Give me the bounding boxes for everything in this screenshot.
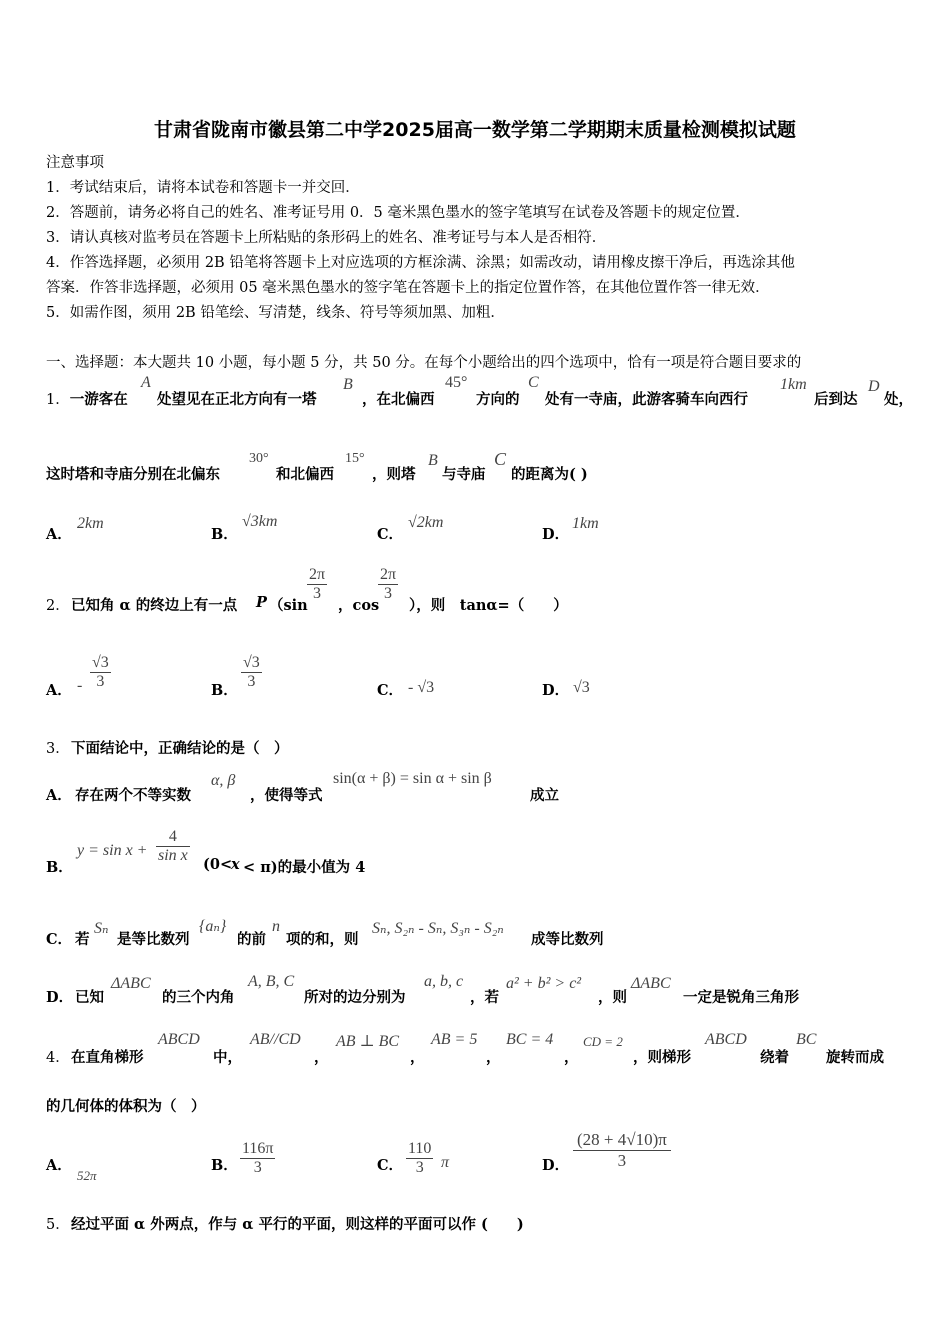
q1-text: ，在北偏西 (362, 391, 435, 408)
q4-text: 在直角梯形 (71, 1049, 144, 1066)
q4-option-b-label[interactable]: B． (211, 1157, 238, 1174)
q1-point-a: A (141, 374, 151, 391)
q2-option-d-value: √3 (573, 679, 590, 696)
q1-option-d-label[interactable]: D． (542, 526, 570, 543)
q3-option-c-math: {aₙ} (199, 918, 227, 935)
question-number: 2． (46, 598, 70, 614)
q3-option-b-text: < π)的最小值为 4 (243, 859, 366, 876)
fraction-denominator: 3 (378, 584, 398, 603)
q4-math: ABCD (158, 1031, 200, 1048)
q1-point-c: C (528, 374, 539, 391)
q2-option-a-label[interactable]: A． (46, 682, 72, 699)
q2-option-c-value: - √3 (408, 679, 435, 696)
q4-option-d-fraction (573, 1130, 671, 1171)
question-number: 1． (46, 392, 70, 408)
q2-text: ，cos (338, 597, 380, 614)
q3-option-c-text: 若 (75, 931, 90, 948)
q3-option-d-math: a, b, c (424, 973, 464, 990)
q1-option-a-value: 2km (77, 515, 104, 532)
q3-option-b-x: x (231, 856, 240, 873)
fraction-denominator: 3 (240, 1158, 275, 1177)
question-number: 5． (46, 1217, 70, 1233)
q3-option-a-text: 存在两个不等实数 (75, 787, 191, 804)
q4-text: ，则梯形 (633, 1049, 691, 1066)
q2-point-p: P (256, 594, 267, 611)
q1-option-c-label[interactable]: C． (377, 526, 404, 543)
q3-option-d-text: ，若 (470, 989, 499, 1006)
q3-option-d-math: ΔABC (631, 975, 671, 992)
q3-option-c-math: n (272, 918, 280, 935)
q1-text: ，则塔 (372, 466, 416, 483)
question-number: 3． (46, 741, 70, 757)
q4-text: 中， (213, 1049, 242, 1066)
q4-option-d-label[interactable]: D． (542, 1157, 570, 1174)
fraction-denominator: 3 (90, 672, 111, 691)
q1-option-d-value: 1km (572, 515, 599, 532)
notice-item: 3．请认真核对监考员在答题卡上所粘贴的条形码上的姓名、准考证号与本人是否相符． (46, 230, 607, 246)
q3-option-d-text: ，则 (598, 989, 627, 1006)
fraction-numerator: √3 (243, 654, 260, 671)
fraction-numerator: 116π (242, 1140, 274, 1157)
section-heading: 一、选择题：本大题共 10 小题，每小题 5 分，共 50 分。在每个小题给出的四个选项中，恰有一项是符合题目要求的 (46, 355, 802, 371)
q1-text: 方向的 (476, 391, 520, 408)
q4-option-a-label[interactable]: A． (46, 1157, 72, 1174)
notice-heading: 注意事项 (46, 155, 104, 171)
q1-text: 后到达 (814, 391, 858, 408)
notice-item: 4．作答选择题，必须用 2B 铅笔将答题卡上对应选项的方框涂满、涂黑；如需改动，请用橡皮擦干净后，再选涂其他 (46, 255, 795, 271)
q3-option-d-math: A, B, C (248, 973, 295, 990)
notice-item: 答案．作答非选择题，必须用 05 毫米黑色墨水的签字笔在答题卡上的指定位置作答，在其他位置作答一律无效． (46, 280, 770, 296)
q4-comma: ， (314, 1049, 329, 1066)
q1-distance: 1km (780, 376, 807, 393)
q4-math: AB = 5 (431, 1031, 478, 1048)
q2-option-b-fraction (241, 654, 262, 691)
q1-angle-45: 45° (445, 374, 468, 391)
q4-option-c-fraction (406, 1140, 433, 1177)
q4-text: 旋转而成 (826, 1049, 884, 1066)
q2-option-b-label[interactable]: B． (211, 682, 238, 699)
q1-option-c-value: √2km (408, 514, 444, 531)
q1-option-b-value: √3km (242, 513, 278, 530)
q1-line-2: 这时塔和寺庙分别在北偏东 (46, 466, 220, 483)
fraction-numerator: √3 (92, 654, 109, 671)
q5-text: 经过平面 α 外两点，作与 α 平行的平面，则这样的平面可以作 ( ) (71, 1216, 524, 1233)
q3-option-a-label[interactable]: A． (46, 787, 72, 804)
notice-item: 1．考试结束后，请将本试卷和答题卡一并交回． (46, 180, 360, 196)
notice-item: 2．答题前，请务必将自己的姓名、准考证号用 0．5 毫米黑色墨水的签字笔填写在试卷及答题卡的规定位置． (46, 205, 750, 221)
fraction-numerator: 4 (168, 828, 177, 845)
page-title: 甘肃省陇南市徽县第二中学2025届高一数学第二学期期末质量检测模拟试题 (154, 119, 796, 141)
fraction-denominator: 3 (307, 584, 327, 603)
q2-text: 已知角 α 的终边上有一点 (71, 597, 238, 614)
q4-option-c-label[interactable]: C． (377, 1157, 404, 1174)
q4-line-2: 的几何体的体积为（ ） (46, 1098, 206, 1115)
q3-stem: 下面结论中，正确结论的是（ ） (71, 740, 289, 757)
q1-text: 一游客在 (69, 391, 128, 408)
q4-comma: ， (564, 1049, 579, 1066)
q2-option-a-sign: - (77, 677, 83, 694)
q3-option-b-fraction (156, 828, 190, 865)
q3-option-b-text: (0< (203, 856, 233, 873)
q1-option-a-label[interactable]: A． (46, 526, 72, 543)
q4-math: BC = 4 (506, 1031, 554, 1048)
q1-angle-15: 15° (345, 451, 365, 466)
q2-option-a-fraction (90, 654, 111, 691)
q3-option-d-text: 所对的边分别为 (304, 989, 406, 1006)
q2-option-d-label[interactable]: D． (542, 682, 570, 699)
q4-option-a-value: 52π (77, 1168, 97, 1183)
q4-comma: ， (486, 1049, 501, 1066)
q1-point-c: C (494, 449, 507, 469)
q2-fraction-cos (378, 566, 398, 603)
q3-option-d-math: ΔABC (111, 975, 151, 992)
q4-option-c-pi: π (441, 1154, 450, 1171)
q3-option-c-math: Sₙ, S₂ₙ - Sₙ, S₃ₙ - S₂ₙ (372, 920, 504, 937)
fraction-denominator: 3 (573, 1150, 671, 1171)
q3-option-c-text: 的前 (237, 931, 266, 948)
q4-comma: ， (410, 1049, 425, 1066)
q1-text: 处有一寺庙，此游客骑车向西行 (545, 391, 748, 408)
notice-item: 5．如需作图，须用 2B 铅笔绘、写清楚，线条、符号等须加黑、加粗． (46, 305, 505, 321)
q2-fraction-sin (307, 566, 327, 603)
q1-point-b: B (428, 452, 438, 469)
q3-option-a-text: 成立 (530, 787, 559, 804)
q3-option-d-text: 的三个内角 (162, 989, 235, 1006)
q1-option-b-label[interactable]: B． (211, 526, 238, 543)
q3-option-c-math: Sₙ (94, 920, 109, 937)
q3-option-b-label[interactable]: B． (46, 859, 73, 876)
question-1-line-1 (46, 388, 128, 409)
q3-option-d-label[interactable]: D． (46, 989, 74, 1006)
q3-option-c-text: 成等比数列 (531, 931, 604, 948)
q4-option-b-fraction (240, 1140, 275, 1177)
q2-text: （sin (269, 597, 308, 614)
q4-math: BC (796, 1031, 817, 1048)
q3-option-a-math: α, β (211, 772, 236, 789)
q4-math: AB ⊥ BC (336, 1033, 400, 1050)
q3-option-a-text: ，使得等式 (250, 787, 323, 804)
q4-text: 绕着 (760, 1049, 789, 1066)
fraction-numerator: (28 + 4√10)π (577, 1130, 667, 1149)
fraction-numerator: 110 (408, 1140, 432, 1157)
fraction-numerator: 2π (380, 566, 397, 583)
fraction-denominator: sin x (158, 847, 188, 864)
q3-option-c-text: 项的和，则 (286, 931, 359, 948)
q1-text: 处， (884, 391, 913, 408)
q3-option-a-equation: sin(α + β) = sin α + sin β (333, 770, 492, 787)
q3-option-c-text: 是等比数列 (117, 931, 190, 948)
fraction-denominator: 3 (241, 672, 262, 691)
q3-option-b-math: y = sin x + (77, 842, 148, 859)
q4-math: AB//CD (250, 1031, 301, 1048)
question-number: 4． (46, 1050, 70, 1066)
q4-math: CD = 2 (583, 1034, 623, 1049)
q1-text: 处望见在正北方向有一塔 (157, 391, 317, 408)
q1-point-b: B (343, 376, 353, 393)
q2-option-c-label[interactable]: C． (377, 682, 404, 699)
q1-angle-30: 30° (249, 451, 269, 466)
q3-option-d-math: a² + b² > c² (506, 975, 582, 992)
q1-text: 与寺庙 (442, 466, 486, 483)
q1-text: 和北偏西 (276, 466, 334, 483)
q2-text: ），则 tanα=（ ） (409, 597, 568, 614)
fraction-denominator: 3 (406, 1158, 433, 1177)
q4-math: ABCD (705, 1031, 747, 1048)
q1-point-d: D (868, 378, 880, 395)
q3-option-c-label[interactable]: C． (46, 931, 73, 948)
q3-option-d-text: 已知 (75, 989, 104, 1006)
q3-option-d-text: 一定是锐角三角形 (683, 989, 799, 1006)
q1-text: 的距离为( ) (511, 466, 588, 483)
fraction-numerator: 2π (309, 566, 326, 583)
